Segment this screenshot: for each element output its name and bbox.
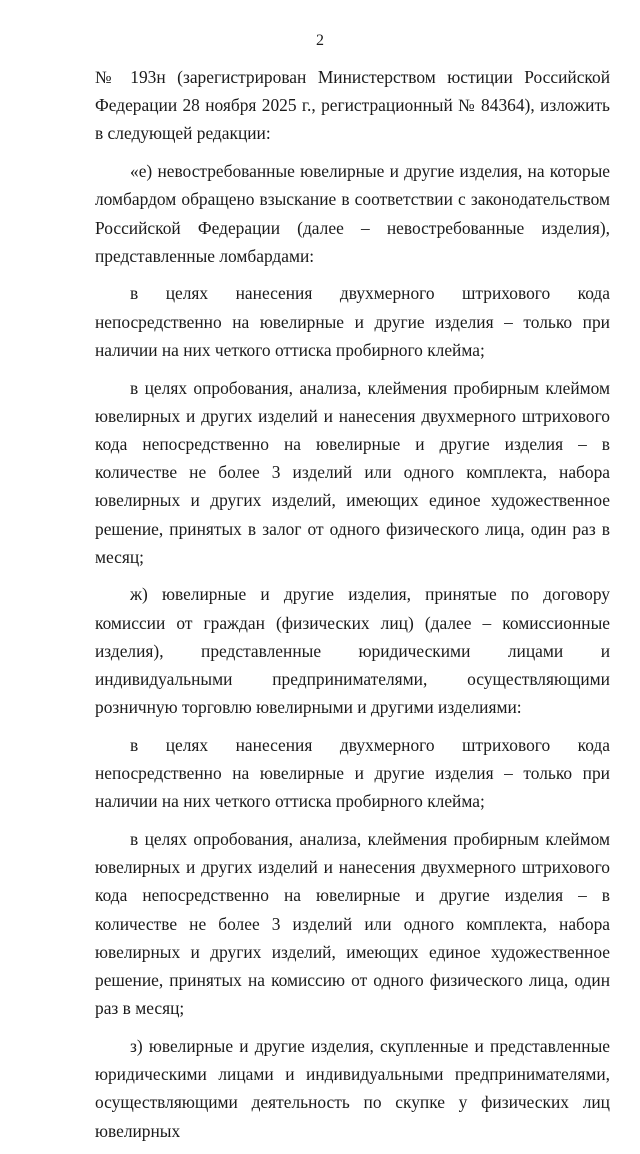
paragraph-zh-barcode: в целях нанесения двухмерного штрихового кода непосредственно на ювелирные и другие изделия – только при наличии на них четкого оттиска пробирного клейма; xyxy=(95,734,610,812)
paragraph-item-e: «е) невостребованные ювелирные и другие изделия, на которые ломбардом обращено взыскание в соответствии с законодательством Российской Федерации (далее – невостребованные изделия), представленные ломбардами: xyxy=(95,161,610,266)
paragraph-continuation: № 193н (зарегистрирован Министерством юстиции Российской Федерации 28 ноября 2025 г., регистрационный № 84364), изложить в следующей редакции: xyxy=(95,67,610,144)
document-body xyxy=(95,63,610,1154)
paragraph-item-zh: ж) ювелирные и другие изделия, принятые по договору комиссии от граждан (физических лиц) (далее – комиссионные изделия), представленные юридическими лицами и индивидуальными предпринимателями, осуществляющими розничную торговлю ювелирными и другими изделиями: xyxy=(95,584,610,718)
paragraph-item-z: з) ювелирные и другие изделия, скупленные и представленные юридическими лицами и индивидуальными предпринимателями, осуществляющими деятельность по скупке у физических лиц ювелирных xyxy=(95,1036,610,1141)
paragraph-e-barcode: в целях нанесения двухмерного штрихового кода непосредственно на ювелирные и другие изделия – только при наличии на них четкого оттиска пробирного клейма; xyxy=(95,283,610,360)
page-number: 2 xyxy=(316,32,324,49)
paragraph-e-assay: в целях опробования, анализа, клеймения пробирным клеймом ювелирных и других изделий и нанесения двухмерного штрихового кода непосредственно на ювелирные и другие изделия – в количестве не более 3 изделий или одного комплекта, набора ювелирных и других изделий, имеющих единое художественное решение, принятых в залог от одного физического лица, один раз в месяц; xyxy=(95,377,610,567)
paragraph-zh-assay: в целях опробования, анализа, клеймения пробирным клеймом ювелирных и других изделий и нанесения двухмерного штрихового кода непосредственно на ювелирные и другие изделия – в количестве не более 3 изделий или одного комплекта, набора ювелирных и других изделий, имеющих единое художественное решение, принятых на комиссию от одного физического лица, один раз в месяц; xyxy=(95,829,610,1019)
